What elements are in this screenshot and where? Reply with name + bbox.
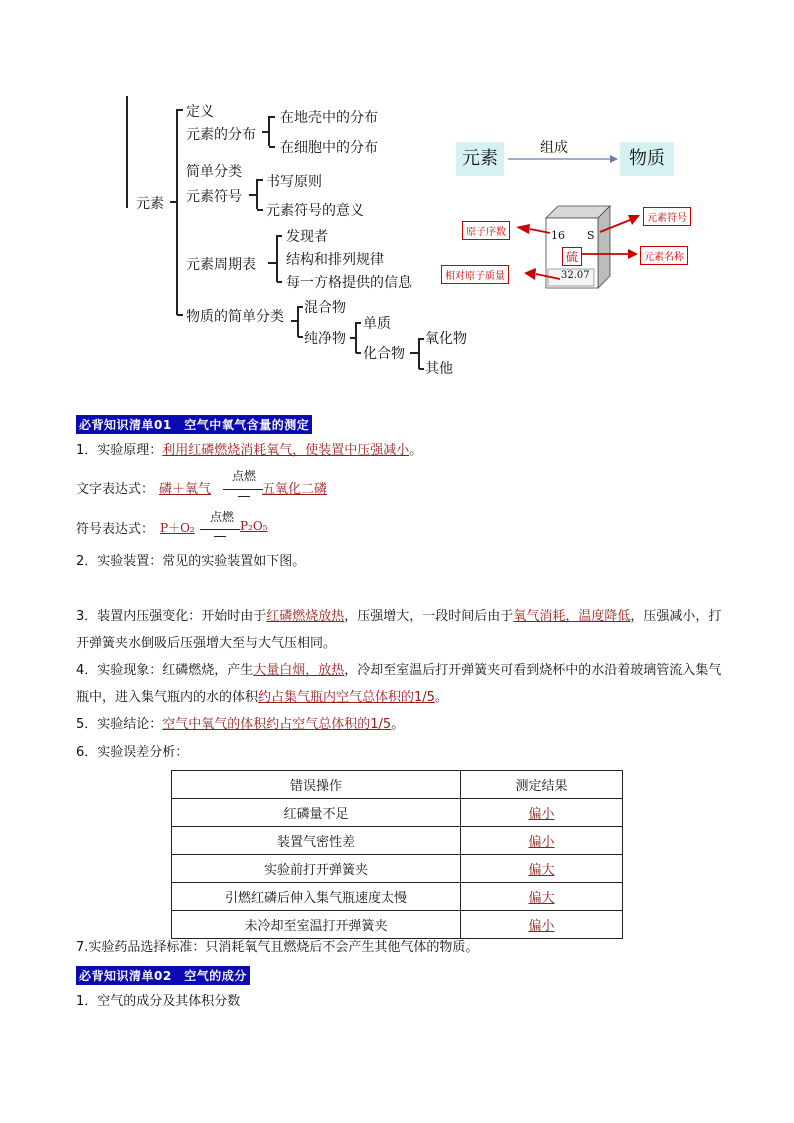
header-operation: 错误操作 [172, 771, 461, 799]
word-equation-condition: 点燃 [232, 469, 257, 483]
substance-box: 物质 [620, 142, 674, 176]
node-mixture: 混合物 [304, 300, 346, 316]
node-crust-distribution: 在地壳中的分布 [280, 110, 378, 126]
atomic-number-value: 16 [551, 229, 565, 242]
label-element-symbol: 元素符号 [643, 207, 691, 226]
table-row: 实验前打开弹簧夹 偏大 [172, 855, 623, 883]
node-element-symbol: 元素符号 [186, 189, 242, 205]
compose-arrow [508, 154, 618, 164]
node-pure-substance: 纯净物 [304, 331, 346, 347]
section2-header: 必背知识清单02 空气的成分 [76, 966, 250, 985]
main-brace [176, 109, 178, 315]
symbol-equation-prefix: 符号表达式： [76, 522, 155, 537]
atomic-mass-value: 32.07 [561, 270, 590, 281]
table-row: 红磷量不足 偏小 [172, 799, 623, 827]
element-name-value: 硫 [562, 247, 582, 266]
principle-paragraph: 1．实验原理：利用红磷燃烧消耗氧气，使装置中压强减小。 [76, 443, 423, 458]
error-analysis-title: 6．实验误差分析： [76, 745, 189, 760]
node-writing-rules: 书写原则 [266, 174, 322, 190]
air-composition-title: 1．空气的成分及其体积分数 [76, 994, 241, 1009]
symbol-equation-left: P＋O₂ [160, 521, 195, 535]
conclusion-paragraph: 5．实验结论：空气中氧气的体积约占空气总体积的1/5。 [76, 717, 405, 732]
node-element-substance: 单质 [363, 316, 391, 332]
pressure-paragraph: 3．装置内压强变化：开始时由于红磷燃烧放热，压强增大，一段时间后由于氧气消耗，温度降低，压强减小，打开弹簧夹水倒吸后压强增大至与大气压相同。 [76, 609, 722, 651]
tree-left-rule [126, 96, 128, 208]
table-row: 未冷却至室温打开弹簧夹 偏小 [172, 911, 623, 939]
apparatus-paragraph: 2．实验装置：常见的实验装置如下图。 [76, 554, 306, 569]
element-box: 元素 [456, 142, 504, 176]
reagent-criteria-paragraph: 7.实验药品选择标准：只消耗氧气且燃烧后不会产生其他气体的物质。 [76, 940, 479, 955]
table-header-row [172, 771, 623, 799]
node-symbol-meaning: 元素符号的意义 [266, 203, 364, 219]
table-row: 引燃红磷后伸入集气瓶速度太慢 偏大 [172, 883, 623, 911]
label-atomic-number: 原子序数 [462, 221, 510, 240]
word-equation-prefix: 文字表达式： [76, 482, 155, 497]
header-result: 测定结果 [461, 771, 623, 799]
node-cell-distribution: 在细胞中的分布 [280, 140, 378, 156]
node-distribution: 元素的分布 [186, 127, 256, 143]
node-simple-classification: 简单分类 [186, 164, 242, 180]
table-row: 装置气密性差 偏小 [172, 827, 623, 855]
error-analysis-table [171, 770, 623, 939]
word-equation-left: 磷＋氧气 [159, 482, 212, 497]
word-equation-right: 五氧化二磷 [262, 482, 328, 497]
node-structure-rules: 结构和排列规律 [286, 252, 384, 268]
node-discoverer: 发现者 [286, 229, 328, 245]
node-other: 其他 [425, 361, 453, 377]
symbol-equation-right: P₂O₅ [240, 519, 268, 533]
section1-header: 必背知识清单01 空气中氧气含量的测定 [76, 415, 312, 434]
compose-label: 组成 [540, 140, 568, 156]
element-symbol-value: S [587, 229, 595, 242]
label-element-name: 元素名称 [640, 246, 688, 265]
phenomenon-paragraph: 4．实验现象：红磷燃烧，产生大量白烟，放热，冷却至室温后打开弹簧夹可看到烧杯中的水沿着玻璃管流入集气瓶中，进入集气瓶内的水的体积约占集气瓶内空气总体积的1/5。 [76, 663, 722, 705]
node-periodic-table: 元素周期表 [186, 257, 256, 273]
node-definition: 定义 [186, 104, 214, 120]
node-cell-info: 每一方格提供的信息 [286, 275, 412, 291]
node-compound: 化合物 [363, 346, 405, 362]
label-atomic-mass: 相对原子质量 [441, 265, 509, 284]
principle-answer: 利用红磷燃烧消耗氧气，使装置中压强减小 [162, 443, 410, 458]
tree-root: 元素 [136, 196, 164, 212]
symbol-equation-condition: 点燃 [210, 510, 235, 524]
node-substance-classification: 物质的简单分类 [186, 309, 284, 325]
node-oxide: 氧化物 [425, 331, 467, 347]
